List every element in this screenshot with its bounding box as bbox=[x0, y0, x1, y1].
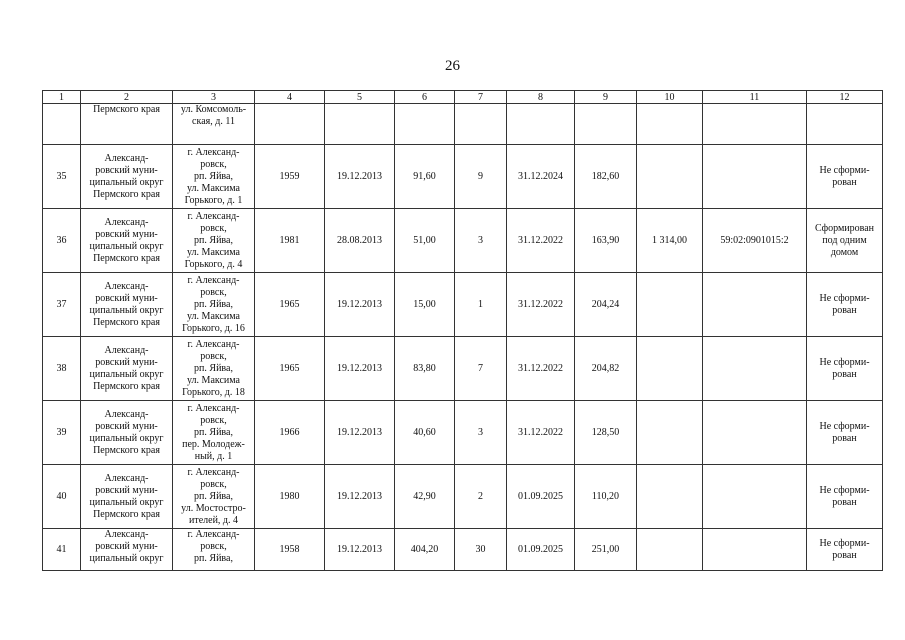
cadastral-number-cell bbox=[703, 529, 807, 571]
column-number: 12 bbox=[807, 91, 883, 104]
cadastral-number-cell bbox=[703, 465, 807, 529]
residents-cell: 7 bbox=[455, 337, 507, 401]
recognition-date-cell: 19.12.2013 bbox=[325, 465, 395, 529]
column-number: 8 bbox=[507, 91, 575, 104]
year-built-cell: 1980 bbox=[255, 465, 325, 529]
table-row bbox=[43, 337, 883, 401]
recognition-date-cell: 19.12.2013 bbox=[325, 529, 395, 571]
land-status-cell: Не сформи- рован bbox=[807, 145, 883, 209]
year-built-cell: 1981 bbox=[255, 209, 325, 273]
land-status-cell: Не сформи- рован bbox=[807, 273, 883, 337]
land-area-cell bbox=[637, 145, 703, 209]
residents-cell: 3 bbox=[455, 401, 507, 465]
recognition-date-cell: 28.08.2013 bbox=[325, 209, 395, 273]
municipality-cell: Пермского края bbox=[81, 104, 173, 145]
address-cell: г. Александ- ровск, рп. Яйва, ул. Максима Горького, д. 1 bbox=[173, 145, 255, 209]
municipality-cell: Александ- ровский муни- ципальный округ Пермского края bbox=[81, 209, 173, 273]
land-area-cell bbox=[637, 104, 703, 145]
area-cell: 404,20 bbox=[395, 529, 455, 571]
table-row bbox=[43, 145, 883, 209]
row-number-cell: 37 bbox=[43, 273, 81, 337]
recognition-date-cell: 19.12.2013 bbox=[325, 145, 395, 209]
address-cell: г. Александ- ровск, рп. Яйва, пер. Молодеж- ный, д. 1 bbox=[173, 401, 255, 465]
address-cell: г. Александ- ровск, рп. Яйва, ул. Мостостро- ителей, д. 4 bbox=[173, 465, 255, 529]
house-area-cell: 182,60 bbox=[575, 145, 637, 209]
column-number: 6 bbox=[395, 91, 455, 104]
house-area-cell bbox=[575, 104, 637, 145]
area-cell bbox=[395, 104, 455, 145]
municipality-cell: Александ- ровский муни- ципальный округ Пермского края bbox=[81, 273, 173, 337]
resettlement-date-cell: 01.09.2025 bbox=[507, 529, 575, 571]
year-built-cell: 1965 bbox=[255, 337, 325, 401]
table-row bbox=[43, 104, 883, 145]
house-area-cell: 204,82 bbox=[575, 337, 637, 401]
resettlement-date-cell: 31.12.2022 bbox=[507, 337, 575, 401]
cadastral-number-cell bbox=[703, 145, 807, 209]
municipality-cell: Александ- ровский муни- ципальный округ Пермского края bbox=[81, 145, 173, 209]
land-status-cell: Не сформи- рован bbox=[807, 401, 883, 465]
recognition-date-cell: 19.12.2013 bbox=[325, 273, 395, 337]
row-number-cell: 41 bbox=[43, 529, 81, 571]
area-cell: 15,00 bbox=[395, 273, 455, 337]
recognition-date-cell: 19.12.2013 bbox=[325, 401, 395, 465]
municipality-cell: Александ- ровский муни- ципальный округ Пермского края bbox=[81, 465, 173, 529]
house-area-cell: 204,24 bbox=[575, 273, 637, 337]
table-row bbox=[43, 529, 883, 571]
residents-cell: 9 bbox=[455, 145, 507, 209]
year-built-cell: 1965 bbox=[255, 273, 325, 337]
column-number: 3 bbox=[173, 91, 255, 104]
area-cell: 91,60 bbox=[395, 145, 455, 209]
cadastral-number-cell bbox=[703, 273, 807, 337]
column-number: 5 bbox=[325, 91, 395, 104]
house-area-cell: 110,20 bbox=[575, 465, 637, 529]
column-number: 2 bbox=[81, 91, 173, 104]
residents-cell bbox=[455, 104, 507, 145]
address-cell: г. Александ- ровск, рп. Яйва, ул. Максима Горького, д. 18 bbox=[173, 337, 255, 401]
land-area-cell bbox=[637, 273, 703, 337]
year-built-cell: 1959 bbox=[255, 145, 325, 209]
row-number-cell: 36 bbox=[43, 209, 81, 273]
land-status-cell: Не сформи- рован bbox=[807, 529, 883, 571]
year-built-cell bbox=[255, 104, 325, 145]
resettlement-date-cell: 01.09.2025 bbox=[507, 465, 575, 529]
resettlement-date-cell: 31.12.2024 bbox=[507, 145, 575, 209]
resettlement-date-cell: 31.12.2022 bbox=[507, 273, 575, 337]
house-area-cell: 251,00 bbox=[575, 529, 637, 571]
column-number-row bbox=[43, 91, 883, 104]
cadastral-number-cell bbox=[703, 337, 807, 401]
year-built-cell: 1966 bbox=[255, 401, 325, 465]
cadastral-number-cell bbox=[703, 104, 807, 145]
municipality-cell: Александ- ровский муни- ципальный округ Пермского края bbox=[81, 401, 173, 465]
column-number: 4 bbox=[255, 91, 325, 104]
residents-cell: 3 bbox=[455, 209, 507, 273]
address-cell: ул. Комсомоль- ская, д. 11 bbox=[173, 104, 255, 145]
municipality-cell: Александ- ровский муни- ципальный округ bbox=[81, 529, 173, 571]
column-number: 9 bbox=[575, 91, 637, 104]
column-number: 1 bbox=[43, 91, 81, 104]
municipality-cell: Александ- ровский муни- ципальный округ Пермского края bbox=[81, 337, 173, 401]
area-cell: 42,90 bbox=[395, 465, 455, 529]
resettlement-date-cell: 31.12.2022 bbox=[507, 209, 575, 273]
page-number: 26 bbox=[445, 58, 460, 74]
address-cell: г. Александ- ровск, рп. Яйва, ул. Максима Горького, д. 4 bbox=[173, 209, 255, 273]
house-area-cell: 128,50 bbox=[575, 401, 637, 465]
land-status-cell: Сформирован под одним домом bbox=[807, 209, 883, 273]
row-number-cell: 39 bbox=[43, 401, 81, 465]
area-cell: 83,80 bbox=[395, 337, 455, 401]
column-number: 7 bbox=[455, 91, 507, 104]
land-status-cell: Не сформи- рован bbox=[807, 337, 883, 401]
residents-cell: 1 bbox=[455, 273, 507, 337]
row-number-cell: 40 bbox=[43, 465, 81, 529]
recognition-date-cell bbox=[325, 104, 395, 145]
residents-cell: 30 bbox=[455, 529, 507, 571]
land-status-cell bbox=[807, 104, 883, 145]
table-row bbox=[43, 273, 883, 337]
column-number: 10 bbox=[637, 91, 703, 104]
land-area-cell bbox=[637, 337, 703, 401]
land-area-cell bbox=[637, 529, 703, 571]
address-cell: г. Александ- ровск, рп. Яйва, ул. Максима Горького, д. 16 bbox=[173, 273, 255, 337]
area-cell: 51,00 bbox=[395, 209, 455, 273]
table-row bbox=[43, 401, 883, 465]
row-number-cell: 35 bbox=[43, 145, 81, 209]
resettlement-date-cell bbox=[507, 104, 575, 145]
address-cell: г. Александ- ровск, рп. Яйва, bbox=[173, 529, 255, 571]
recognition-date-cell: 19.12.2013 bbox=[325, 337, 395, 401]
house-area-cell: 163,90 bbox=[575, 209, 637, 273]
land-status-cell: Не сформи- рован bbox=[807, 465, 883, 529]
table-row bbox=[43, 209, 883, 273]
land-area-cell bbox=[637, 465, 703, 529]
year-built-cell: 1958 bbox=[255, 529, 325, 571]
row-number-cell: 38 bbox=[43, 337, 81, 401]
cadastral-number-cell bbox=[703, 401, 807, 465]
cadastral-number-cell: 59:02:0901015:2 bbox=[703, 209, 807, 273]
resettlement-date-cell: 31.12.2022 bbox=[507, 401, 575, 465]
area-cell: 40,60 bbox=[395, 401, 455, 465]
residents-cell: 2 bbox=[455, 465, 507, 529]
land-area-cell: 1 314,00 bbox=[637, 209, 703, 273]
land-area-cell bbox=[637, 401, 703, 465]
table-row bbox=[43, 465, 883, 529]
row-number-cell bbox=[43, 104, 81, 145]
column-number: 11 bbox=[703, 91, 807, 104]
housing-registry-table bbox=[42, 90, 883, 571]
